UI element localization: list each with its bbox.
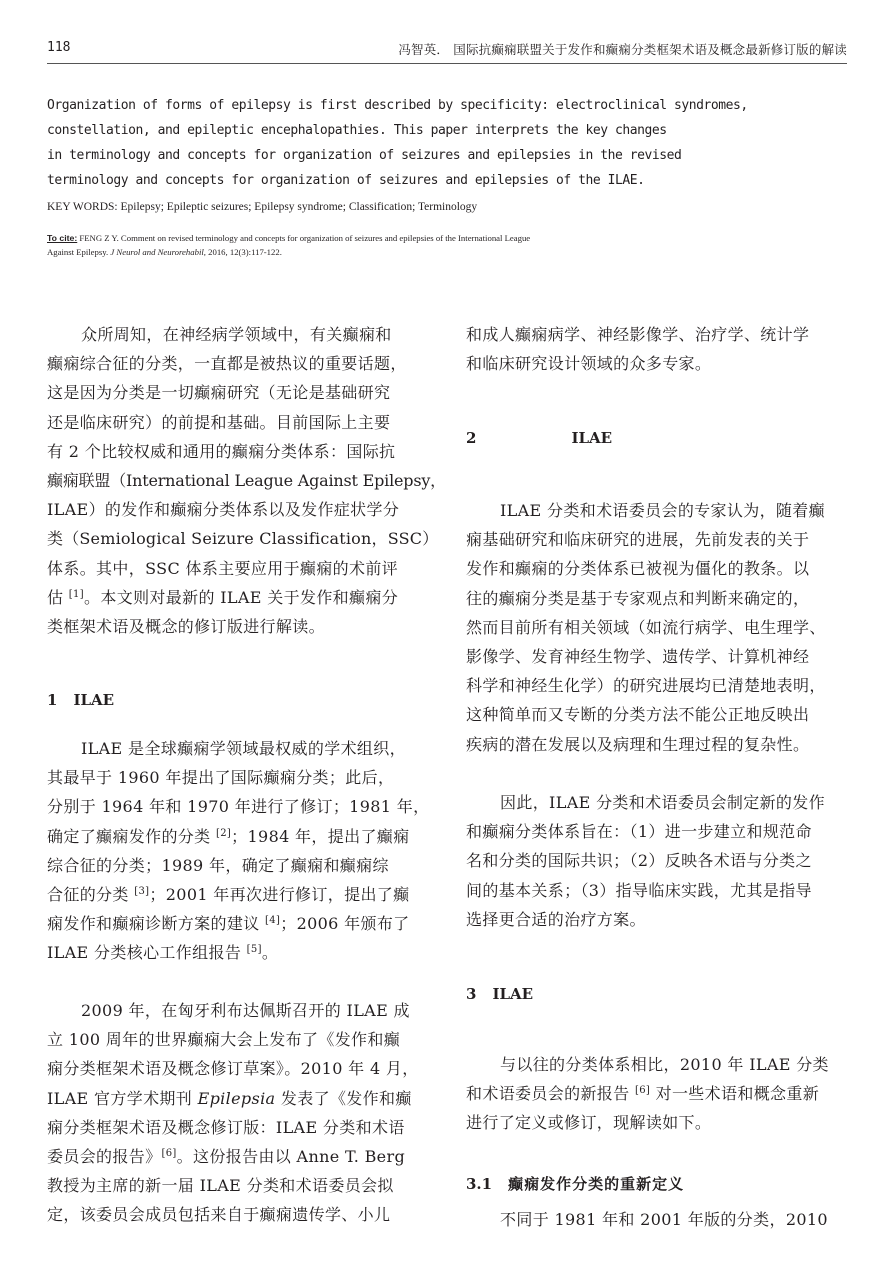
text-span: ；1984 年，提出了癫痫 <box>231 826 410 846</box>
text-line: 体系。其中，SSC 体系主要应用于癫痫的术前评 <box>47 558 399 578</box>
text-span: 估 <box>47 587 69 607</box>
text-line: 其最早于 1960 年提出了国际癫痫分类；此后， <box>47 768 395 788</box>
keywords-text: Epilepsy; Epileptic seizures; Epilepsy syndrome; Classification; Terminology <box>117 201 478 213</box>
section-3-heading <box>466 980 533 1009</box>
citation <box>47 231 647 259</box>
text-line: 痫基础研究和临床研究的进展，先前发表的关于 <box>466 530 810 550</box>
section-title: ILAE <box>571 429 613 447</box>
text-span: ILAE 分类核心工作组报告 <box>47 943 247 963</box>
reference-6[interactable]: [6] <box>161 1147 177 1159</box>
text-line: 往的癫痫分类是基于专家观点和判断来确定的， <box>466 588 810 608</box>
text-line <box>47 880 429 909</box>
text-line: 这种简单而又专断的分类方法不能公正地反映出 <box>466 705 810 725</box>
text-line: ILAE 是全球癫痫学领域最权威的学术组织， <box>81 739 406 758</box>
text-line <box>47 909 429 938</box>
text-line: 选择更合适的治疗方案。 <box>466 909 646 929</box>
text-line: 癫痫联盟（International League Against Epilepsy， <box>47 470 446 490</box>
text-span: ；2001 年再次进行修订，提出了癫 <box>149 884 410 904</box>
section-title: ILAE <box>73 691 115 709</box>
keywords-label: KEY WORDS: <box>47 201 118 213</box>
text-line: 痫分类框架术语及概念修订草案》。2010 年 4 月， <box>47 1059 419 1079</box>
paragraph <box>47 320 446 641</box>
reference-2[interactable]: [2] <box>215 827 232 839</box>
text-line: 还是临床研究）的前提和基础。目前国际上主要 <box>47 412 391 432</box>
abstract <box>47 93 748 193</box>
text-line <box>47 1084 429 1113</box>
section-number: 3 <box>466 985 477 1003</box>
subsection-title: 癫痫发作分类的重新定义 <box>508 1175 685 1193</box>
text-line: 间的基本关系；（3）指导临床实践，尤其是指导 <box>466 880 812 900</box>
text-span: 。 <box>261 943 279 963</box>
text-line: 进行了定义或修订，现解读如下。 <box>466 1113 712 1133</box>
text-line: 名和分类的国际共识；（2）反映各术语与分类之 <box>466 851 812 871</box>
text-line: 和癫痫分类体系旨在：（1）进一步建立和规范命 <box>466 822 812 842</box>
text-line <box>47 938 429 967</box>
text-span: 发表了《发作和癫 <box>275 1088 412 1108</box>
text-line: 有 2 个比较权威和通用的癫痫分类体系：国际抗 <box>47 441 396 461</box>
section-2-heading <box>466 424 612 453</box>
reference-3[interactable]: [3] <box>134 885 150 897</box>
text-line: 和临床研究设计领域的众多专家。 <box>466 354 712 374</box>
abstract-line: terminology and concepts for organization of seizures and epilepsies of the ILAE. <box>47 173 645 188</box>
page-number: 118 <box>47 40 71 55</box>
cite-journal: J Neurol and Neurorehabil <box>110 247 204 257</box>
section-number: 1 <box>47 691 58 709</box>
text-line: 影像学、发育神经生物学、遗传学、计算机神经 <box>466 646 810 666</box>
text-line: 与以往的分类体系相比，2010 年 ILAE 分类 <box>500 1055 829 1074</box>
journal-name: Epilepsia <box>197 1088 276 1108</box>
text-line: 痫分类框架术语及概念修订版：ILAE 分类和术语 <box>47 1117 405 1137</box>
text-line: 和成人癫痫病学、神经影像学、治疗学、统计学 <box>466 325 810 344</box>
reference-4[interactable]: [4] <box>265 915 281 927</box>
running-title: 冯智英． 国际抗癫痫联盟关于发作和癫痫分类框架术语及概念最新修订版的解读 <box>398 42 847 57</box>
text-span: 委员会的报告》 <box>47 1146 162 1166</box>
section-1-heading <box>47 686 114 715</box>
text-span: 确定了癫痫发作的分类 <box>47 826 216 846</box>
text-line: ILAE）的发作和癫痫分类体系以及发作症状学分 <box>47 500 400 520</box>
text-line: 综合征的分类；1989 年，确定了癫痫和癫痫综 <box>47 855 389 875</box>
cite-label: To cite: <box>47 233 78 243</box>
abstract-line: in terminology and concepts for organization of seizures and epilepsies in the revised <box>47 148 682 163</box>
text-line: 科学和神经生化学）的研究进展均已清楚地表明， <box>466 676 826 696</box>
text-line <box>47 1142 429 1171</box>
text-span: 。本文则对最新的 ILAE 关于发作和癫痫分 <box>84 587 399 607</box>
paragraph <box>466 496 848 759</box>
text-line <box>47 822 429 851</box>
cite-text: FENG Z Y. Comment on revised terminology and concepts for organization of seizures and epilepsies of the International League <box>77 233 531 243</box>
text-span: 对一些术语和概念重新 <box>650 1084 820 1104</box>
text-line: 类（Semiological Seizure Classification，SSC） <box>47 529 439 549</box>
text-line: 分别于 1964 年和 1970 年进行了修订；1981 年， <box>47 797 430 817</box>
text-line: 不同于 1981 年和 2001 年版的分类，2010 <box>500 1210 828 1229</box>
reference-6[interactable]: [6] <box>634 1085 651 1097</box>
subsection-number: 3.1 <box>466 1175 493 1193</box>
reference-5[interactable]: [5] <box>246 944 262 956</box>
keywords <box>47 201 667 213</box>
text-line: 立 100 周年的世界癫痫大会上发布了《发作和癫 <box>47 1030 401 1050</box>
paragraph <box>466 320 848 378</box>
paragraph <box>466 1050 848 1138</box>
subsection-3-1-heading <box>466 1170 684 1199</box>
text-span: ILAE 官方学术期刊 <box>47 1088 198 1108</box>
text-span: ；2006 年颁布了 <box>280 914 410 934</box>
section-number: 2 <box>466 429 477 447</box>
text-line: 然而目前所有相关领域（如流行病学、电生理学、 <box>466 617 826 637</box>
text-line: 定，该委员会成员包括来自于癫痫遗传学、小儿 <box>47 1205 391 1225</box>
text-span: 合征的分类 <box>47 884 135 904</box>
paragraph <box>466 1205 848 1234</box>
text-line: 2009 年，在匈牙利布达佩斯召开的 ILAE 成 <box>81 1001 410 1020</box>
paragraph <box>47 996 429 1230</box>
reference-1[interactable]: [1] <box>68 588 85 600</box>
text-line: 教授为主席的新一届 ILAE 分类和术语委员会拟 <box>47 1176 394 1196</box>
abstract-line: Organization of forms of epilepsy is first described by specificity: electroclinical syndromes, <box>47 98 748 113</box>
paragraph <box>466 788 848 934</box>
text-line: 类框架术语及概念的修订版进行解读。 <box>47 616 325 636</box>
cite-text: Against Epilepsy. <box>47 247 111 257</box>
text-line: 发作和癫痫的分类体系已被视为僵化的教条。以 <box>466 559 810 579</box>
text-span: 和术语委员会的新报告 <box>466 1084 635 1104</box>
text-line: ILAE 分类和术语委员会的专家认为，随着癫 <box>500 501 825 520</box>
text-line: 因此，ILAE 分类和术语委员会制定新的发作 <box>500 793 825 812</box>
text-line: 这是因为分类是一切癫痫研究（无论是基础研究 <box>47 383 391 403</box>
text-line: 众所周知，在神经病学领域中，有关癫痫和 <box>81 325 392 344</box>
section-title: ILAE <box>492 985 534 1003</box>
text-line <box>47 583 429 612</box>
text-line: 疾病的潜在发展以及病理和生理过程的复杂性。 <box>466 734 810 754</box>
text-span: 痫发作和癫痫诊断方案的建议 <box>47 914 265 934</box>
text-line <box>466 1079 848 1108</box>
cite-text: , 2016, 12(3):117-122. <box>203 247 282 257</box>
text-span: 。这份报告由以 Anne T. Berg <box>176 1146 406 1166</box>
abstract-line: constellation, and epileptic encephalopathies. This paper interprets the key changes <box>47 123 667 138</box>
paragraph <box>47 734 429 968</box>
text-line: 癫痫综合征的分类，一直都是被热议的重要话题， <box>47 354 407 374</box>
page-header <box>47 40 847 64</box>
